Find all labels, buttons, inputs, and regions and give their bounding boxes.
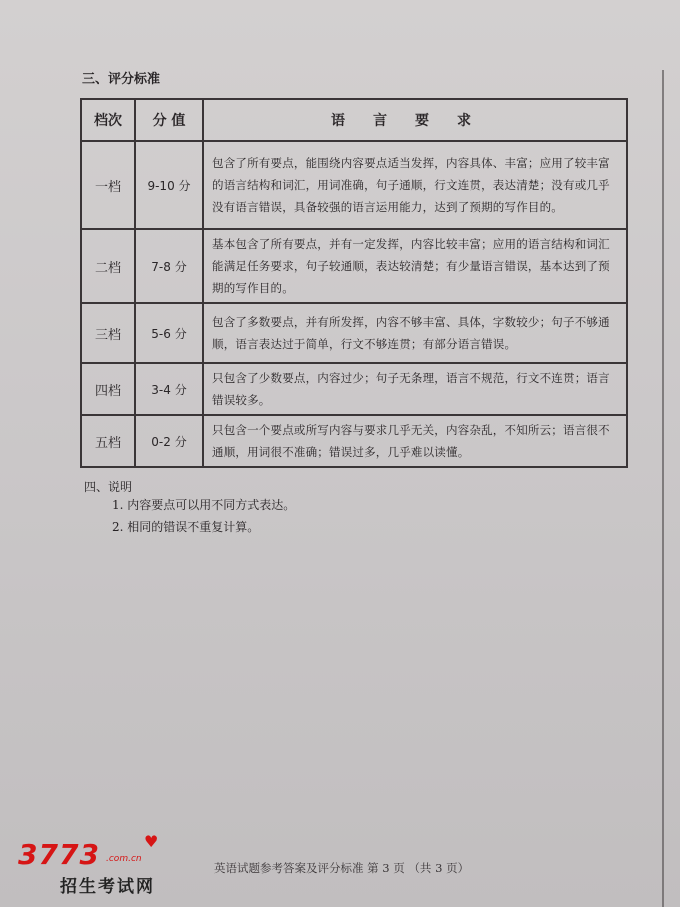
row-level: 五档	[81, 415, 135, 467]
row-requirement: 基本包含了所有要点，并有一定发挥，内容比较丰富；应用的语言结构和词汇能满足任务要求，句子较通顺，表达较清楚；有少量语言错误，基本达到了预期的写作目的。	[203, 229, 627, 303]
row-requirement: 包含了所有要点，能围绕内容要点适当发挥，内容具体、丰富；应用了较丰富的语言结构和词汇，用词准确，句子通顺，行文连贯，表达清楚；没有或几乎没有语言错误，具备较强的语言运用能力，达到了预期的写作目的。	[203, 141, 627, 229]
site-watermark-logo	[18, 832, 178, 898]
row-requirement: 包含了多数要点，并有所发挥，内容不够丰富、具体，字数较少；句子不够通顺，语言表达过于简单，行文不够连贯；有部分语言错误。	[203, 303, 627, 363]
header-level: 档次	[81, 99, 135, 141]
grading-row-1	[81, 141, 627, 229]
section-title-notes: 四、说明	[84, 480, 133, 494]
grading-row-4	[81, 363, 627, 415]
grading-row-5	[81, 415, 627, 467]
header-requirements: 语言要求	[203, 99, 627, 141]
note-item: 1. 内容要点可以用不同方式表达。	[112, 498, 296, 512]
row-level: 四档	[81, 363, 135, 415]
row-score: 5-6 分	[135, 303, 203, 363]
row-requirement: 只包含一个要点或所写内容与要求几乎无关，内容杂乱，不知所云；语言很不通顺，用词很不准确；错误过多，几乎难以读懂。	[203, 415, 627, 467]
note-item: 2. 相同的错误不重复计算。	[112, 520, 260, 534]
grading-row-2	[81, 229, 627, 303]
grading-table-header-row	[81, 99, 627, 141]
row-level: 三档	[81, 303, 135, 363]
row-score: 9-10 分	[135, 141, 203, 229]
page-footer: 英语试题参考答案及评分标准 第 3 页 （共 3 页）	[214, 861, 470, 875]
notes-list	[112, 494, 295, 538]
watermark-domain: .com.cn	[106, 854, 142, 864]
row-level: 一档	[81, 141, 135, 229]
section-title-grading-criteria: 三、评分标准	[82, 72, 161, 87]
grading-row-3	[81, 303, 627, 363]
page-fold-line	[662, 70, 664, 907]
row-requirement: 只包含了少数要点，内容过少；句子无条理，语言不规范，行文不连贯；语言错误较多。	[203, 363, 627, 415]
row-score: 3-4 分	[135, 363, 203, 415]
row-score: 7-8 分	[135, 229, 203, 303]
watermark-number: 3773	[18, 838, 100, 871]
header-score: 分 值	[135, 99, 203, 141]
heart-icon: ♥	[144, 832, 159, 851]
row-level: 二档	[81, 229, 135, 303]
watermark-site-name: 招生考试网	[60, 877, 155, 897]
grading-table	[80, 98, 628, 468]
row-score: 0-2 分	[135, 415, 203, 467]
